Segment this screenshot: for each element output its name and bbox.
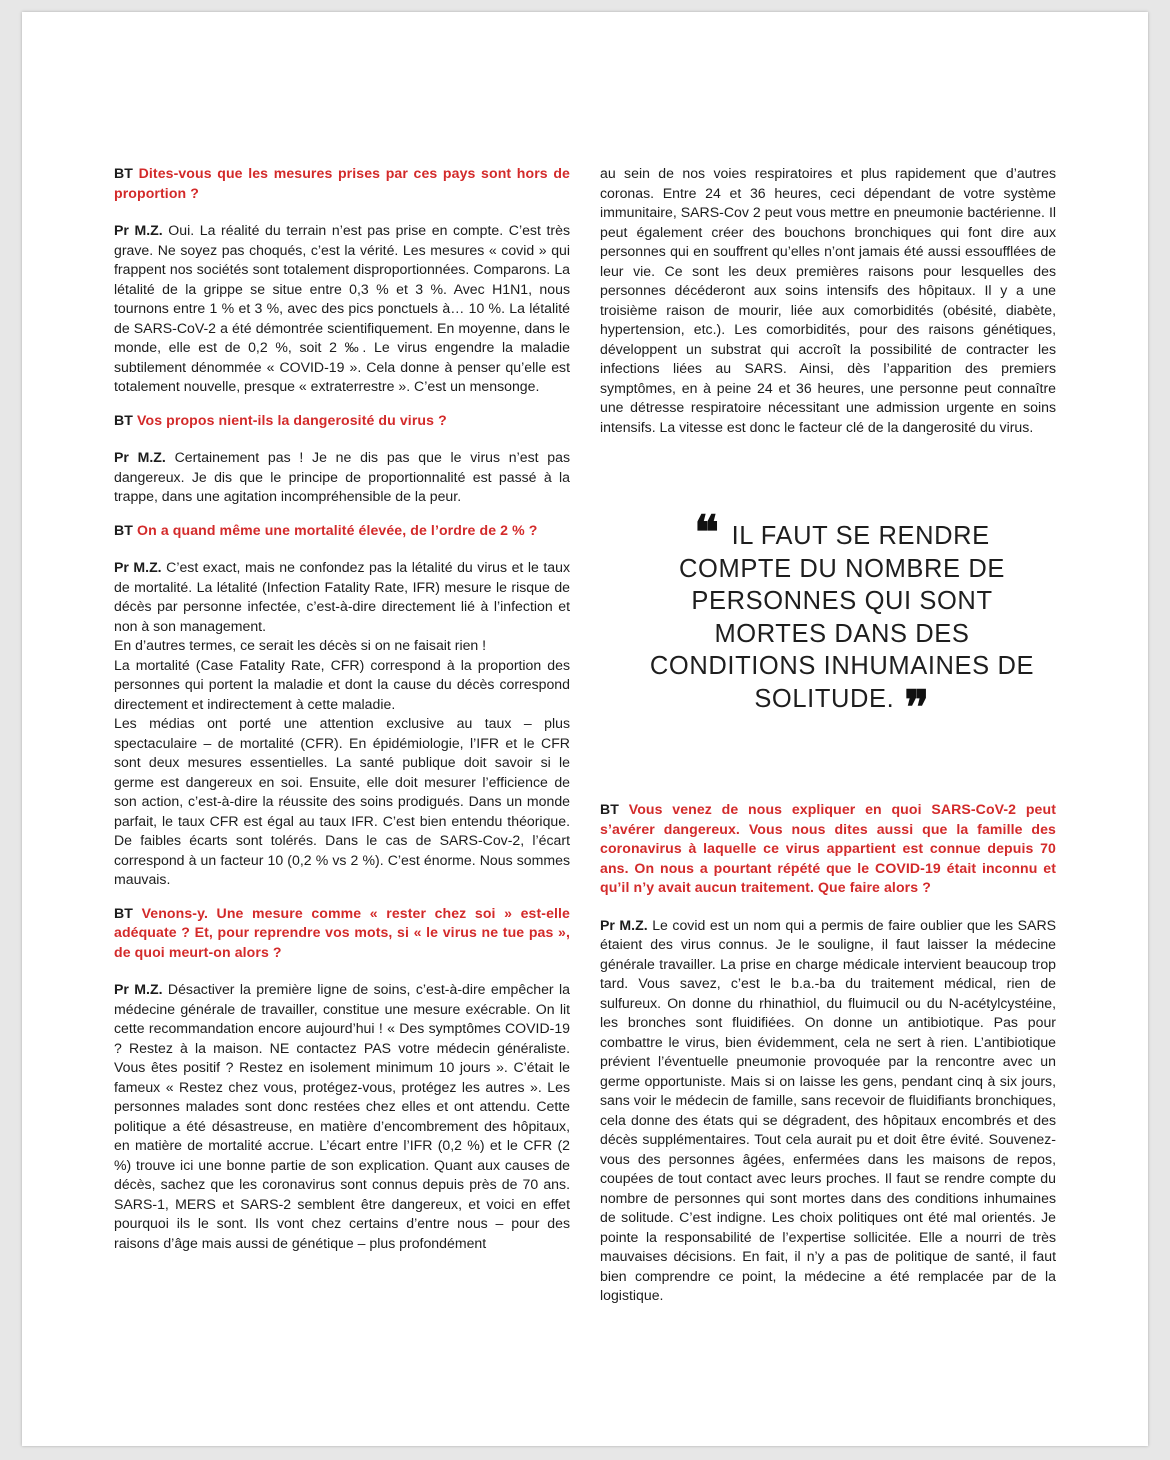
answer-3 <box>114 558 570 890</box>
left-column <box>114 164 570 1267</box>
answer-paragraph: Les médias ont porté une attention exclusive au taux – plus spectaculaire – de mortalité (CFR). En épidémiologie, l’IFR et le CFR sont deux mesures essentielles. La santé publique doit savoir si le germe est dangereux en soi. Ensuite, elle doit mesurer l’efficience de son action, c’est-à-dire la réussite des soins prodigués. Dans un monde parfait, le taux CFR est égal au taux IFR. C’est bien entendu théorique. De faibles écarts sont tolérés. Dans le cas de SARS-Cov-2, l’écart correspond à un facteur 10 (0,2 % vs 2 %). C’est énorme. Nous sommes mauvais. <box>114 715 570 887</box>
answer-text: Désactiver la première ligne de soins, c’est-à-dire empêcher la médecine générale de travailler, constitue une mesure exécrable. On lit cette recommandation encore aujourd’hui ! « Des symptômes COVID-19 ? Restez à la maison. NE contactez PAS votre médecin généraliste. Vous êtes positif ? Restez en isolement minimum 10 jours ». C’était le fameux « Restez chez vous, protégez-vous, protégez les autres ». Les personnes malades sont donc restées chez elles et ont attendu. Cette politique a été désastreuse, en matière d’encombrement des hôpitaux, en matière de mortalité accrue. L’écart entre l’IFR (0,2 %) et le CFR (2 %) trouve ici une bonne partie de son explication. Quant aux causes de décès, sachez que les coronavirus sont connus depuis près de 70 ans. SARS-1, MERS et SARS-2 semblent être dangereux, et voici en effet pourquoi ils le sont. Ils vont chez certains d’entre nous – pour des raisons d’âge mais aussi de génétique – plus profondément <box>114 981 570 1251</box>
speaker-tag: Pr M.Z. <box>114 981 163 997</box>
speaker-tag: Pr M.Z. <box>114 559 162 575</box>
question-text: Venons-y. Une mesure comme « rester chez soi » est-elle adéquate ? Et, pour reprendre vos mots, si « le virus ne tue pas », de quoi meurt-on alors ? <box>114 904 570 960</box>
question-4 <box>114 904 570 963</box>
right-lower-block <box>600 800 1056 1320</box>
answer-paragraph: La mortalité (Case Fatality Rate, CFR) correspond à la proportion des personnes qui portent la maladie et dont la cause du décès correspond directement et indirectement à cette maladie. <box>114 656 570 712</box>
right-column <box>600 164 1057 1303</box>
answer-5 <box>600 916 1056 1306</box>
magazine-page <box>22 12 1148 1446</box>
answer-text: Oui. La réalité du terrain n’est pas prise en compte. C’est très grave. Ne soyez pas choqués, c’est la vérité. Les mesures « covid » qui frappent nos sociétés sont totalement disproportionnées. Comparons. La létalité de la grippe se situe entre 0,3 % et 3 %. Avec H1N1, nous tournons entre 1 % et 3 %, avec des pics ponctuels à… 10 %. La létalité de SARS-CoV-2 a été démontrée scientifiquement. En moyenne, dans le monde, elle est de 0,2 %, soit 2 ‰. Le virus engendre la maladie subtilement dénommée « COVID-19 ». Cela donne à penser qu’elle est totalement nouvelle, presque « extraterrestre ». C’est un mensonge. <box>114 222 570 394</box>
question-text: Vous venez de nous expliquer en quoi SARS-CoV-2 peut s’avérer dangereux. Vous nous dites aussi que la famille des coronavirus à laquelle ce virus appartient est connue depuis 70 ans. On nous a pourtant répété que le COVID-19 était inconnu et qu’il n’y avait aucun traitement. Que faire alors ? <box>600 801 1056 895</box>
question-text: Dites-vous que les mesures prises par ces pays sont hors de proportion ? <box>114 165 570 201</box>
answer-paragraph: En d’autres termes, ce serait les décès si on ne faisait rien ! <box>114 637 487 653</box>
answer-text: C’est exact, mais ne confondez pas la létalité du virus et le taux de mortalité. La létalité (Infection Fatality Rate, IFR) mesure le risque de décès par personne infectée, c’est-à-dire directement lié à l’infection et non à son management. <box>114 559 571 634</box>
interviewer-tag: BT <box>114 904 133 921</box>
interviewer-tag: BT <box>600 801 619 817</box>
speaker-tag: Pr M.Z. <box>114 449 166 465</box>
answer-text: Le covid est un nom qui a permis de faire oublier que les SARS étaient des virus connus. Je le souligne, il faut laisser la médecine générale travailler. La prise en charge médicale intervient beaucoup trop tard. Vous savez, c’est le b.a.-ba du traitement médical, rien de sulfureux. On donne du rhinathiol, du fluimucil ou du N-acétylcystéine, les bronches sont fluidifiées. On donne un antibiotique. Pas pour combattre le virus, bien évidemment, cela ne sert à rien. L’antibiotique prévient l’éventuelle pneumonie provoquée par la rencontre avec un germe opportuniste. Mais si on laisse les gens, pendant cinq à six jours, sans voir le médecin de famille, sans recevoir de fluidifiants bronchiques, cela donne des états qui se dégradent, des hôpitaux encombrés et des décès supplémentaires. Tout cela aurait pu et doit être évité. Souvenez-vous des personnes âgées, enfermées dans les maisons de repos, coupées de tout contact avec leurs proches. Il faut se rendre compte du nombre de personnes qui sont mortes dans des conditions inhumaines de solitude. C’est indigne. Les choix politiques ont été mal orientés. Je pointe la responsabilité de l’expertise sollicitée. Elle a nourri de très mauvaises décisions. En fait, il n’y a pas de politique de santé, il faut bien comprendre ce point, la médecine a été remplacée par de la logistique. <box>600 916 1057 1303</box>
speaker-tag: Pr M.Z. <box>114 222 163 238</box>
answer-4 <box>114 980 570 1253</box>
interviewer-tag: BT <box>114 411 133 428</box>
speaker-tag: Pr M.Z. <box>600 916 648 933</box>
pull-quote <box>642 505 1042 734</box>
open-quote-icon: ❝ <box>694 505 720 559</box>
question-5 <box>600 800 1056 898</box>
interviewer-tag: BT <box>114 165 133 181</box>
question-1 <box>114 164 570 203</box>
question-text: On a quand même une mortalité élevée, de l’ordre de 2 % ? <box>137 521 538 538</box>
answer-2 <box>114 448 570 507</box>
answer-text: Certainement pas ! Je ne dis pas que le virus n’est pas dangereux. Je dis que le principe de proportionnalité est passé à la trappe, dans une agitation incompréhensible de la peur. <box>114 449 570 504</box>
answer-4-continued: au sein de nos voies respiratoires et plus rapidement que d’autres coronas. Entre 24 et 36 heures, ceci dépendant de votre système immunitaire, SARS-Cov 2 peut vous mettre en pneumonie bactérienne. Il peut également créer des bouchons bronchiques qui font dire aux personnes qui en souffrent qu’elles n’ont jamais été aussi essoufflées de leur vie. Ce sont les deux premières raisons pour lesquelles des personnes décéderont aux soins intensifs des hôpitaux. Il y a une troisième raison de mourir, liée aux comorbidités (obésité, diabète, hypertension, etc.). Les comorbidités, pour des raisons génétiques, développent un substrat qui accroît la possibilité de contracter les infections liées au SARS. Ainsi, dès l’apparition des premiers symptômes, en à peine 24 et 36 heures, une personne peut connaître une détresse respiratoire nécessitant une admission urgente en soins intensifs. La vitesse est donc le facteur clé de la dangerosité du virus. <box>600 165 1056 435</box>
pull-quote-text: IL FAUT SE RENDRE COMPTE DU NOMBRE DE PERSONNES QUI SONT MORTES DANS DES CONDITIONS INHUMAINES DE SOLITUDE. <box>649 522 1035 713</box>
close-quote-icon: ❞ <box>904 679 930 734</box>
question-3 <box>114 521 570 541</box>
answer-1 <box>114 221 570 397</box>
question-text: Vos propos nient-ils la dangerosité du virus ? <box>137 411 447 428</box>
interviewer-tag: BT <box>114 521 133 538</box>
question-2 <box>114 411 570 431</box>
